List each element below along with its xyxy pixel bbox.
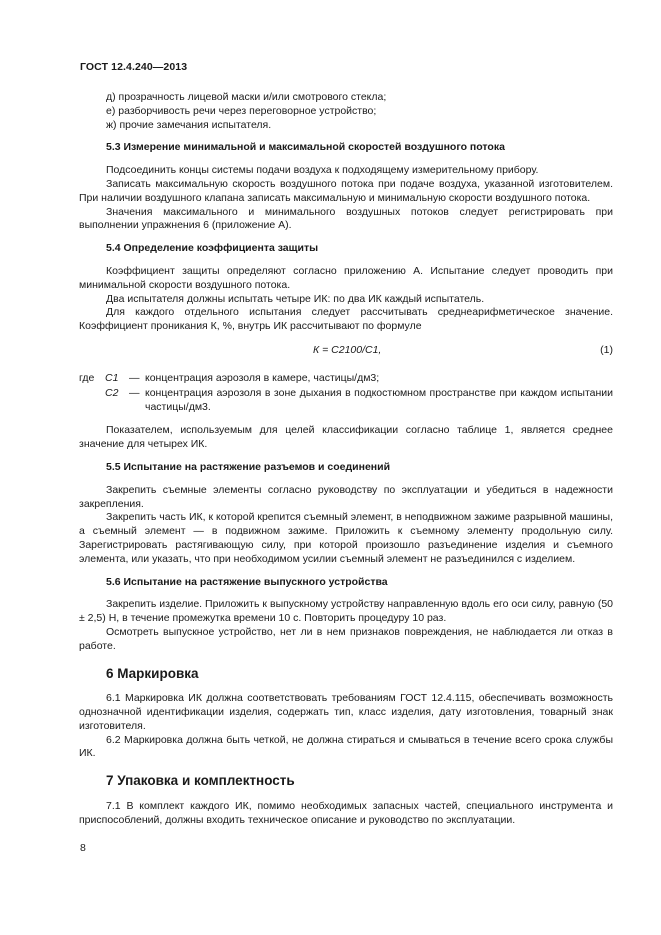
- document-body: [79, 91, 613, 828]
- formula: К = С2100/С1,: [313, 343, 382, 356]
- paragraph: Два испытателя должны испытать четыре ИК: по два ИК каждый испытатель.: [106, 292, 485, 305]
- paragraph: Значения максимального и минимального воздушных потоков следует регистрировать при выполнении упражнения 6 (приложение А).: [79, 205, 613, 232]
- dash: —: [129, 386, 140, 399]
- dash: —: [129, 371, 140, 384]
- paragraph: Подсоединить концы системы подачи воздуха к подходящему измерительному прибору.: [106, 164, 539, 177]
- symbol-c1: С1: [105, 371, 119, 384]
- paragraph: Записать максимальную скорость воздушного потока при подаче воздуха, указанной изготовителем. При наличии воздушного клапана записать максимальную и минимальную скорости воздушного потока.: [79, 177, 613, 204]
- list-item: д) прозрачность лицевой маски и/или смотрового стекла;: [106, 91, 387, 103]
- paragraph: 6.1 Маркировка ИК должна соответствовать требованиям ГОСТ 12.4.115, обеспечивать возможность однозначной идентификации изделия, содержать тип, класс изделия, дату изготовления, товарный знак изготовителя.: [79, 692, 613, 732]
- c1-definition: концентрация аэрозоля в камере, частицы/дм3;: [145, 371, 380, 384]
- page-number: 8: [80, 842, 86, 854]
- paragraph: Коэффициент защиты определяют согласно приложению А. Испытание следует проводить при минимальной скорости воздушного потока.: [79, 264, 613, 291]
- where-label: где: [79, 371, 95, 384]
- paragraph: Осмотреть выпускное устройство, нет ли в нем признаков повреждения, не наблюдается ли отказ в работе.: [79, 625, 613, 652]
- paragraph: Закрепить изделие. Приложить к выпускному устройству направленную вдоль его оси силу, равную (50 ± 2,5) Н, в течение промежутка времени 10 с. Повторить процедуру 10 раз.: [79, 598, 613, 625]
- section-5-3-heading: 5.3 Измерение минимальной и максимальной скоростей воздушного потока: [106, 141, 505, 154]
- section-6-heading: 6 Маркировка: [106, 665, 199, 681]
- paragraph: Показателем, используемым для целей классификации согласно таблице 1, является среднее значение для четырех ИК.: [79, 424, 613, 451]
- section-5-6-heading: 5.6 Испытание на растяжение выпускного устройства: [106, 575, 388, 588]
- c2-definition: концентрация аэрозоля в зоне дыхания в подкостюмном пространстве при каждом испытании частицы/дм3.: [145, 386, 613, 413]
- section-7-heading: 7 Упаковка и комплектность: [106, 773, 295, 789]
- legend-row-c1: [79, 372, 613, 386]
- paragraph: Закрепить часть ИК, к которой крепится съемный элемент, в неподвижном зажиме разрывной машины, а съемный элемент — в подвижном зажиме. Приложить к съемному элементу продольную силу. Зарегистрировать растягивающую силу, при которой произошло разъединение изделия и съемного элемента, или указать, что при необходимом усилии съемный элемент не разъединился с изделием.: [79, 511, 613, 565]
- paragraph: 7.1 В комплект каждого ИК, помимо необходимых запасных частей, специального инструмента и приспособлений, должны входить техническое описание и руководство по эксплуатации.: [79, 800, 613, 826]
- formula-legend: [79, 372, 613, 414]
- section-5-4-heading: 5.4 Определение коэффициента защиты: [106, 242, 319, 255]
- paragraph: Закрепить съемные элементы согласно руководству по эксплуатации и убедиться в надежности закрепления.: [79, 483, 613, 510]
- paragraph: 6.2 Маркировка должна быть четкой, не должна стираться и смываться в течение всего срока службы ИК.: [79, 733, 613, 760]
- formula-number: (1): [600, 343, 613, 356]
- document-header: ГОСТ 12.4.240—2013: [80, 61, 188, 73]
- paragraph: Для каждого отдельного испытания следует рассчитывать среднеарифметическое значение. Коэффициент проникания К, %, внутрь ИК рассчитывают по формуле: [79, 306, 613, 333]
- section-5-5-heading: 5.5 Испытание на растяжение разъемов и соединений: [106, 460, 391, 473]
- list-item: е) разборчивость речи через переговорное устройство;: [106, 104, 377, 117]
- symbol-c2: С2: [105, 386, 119, 399]
- formula-block: [79, 344, 613, 360]
- list-item: ж) прочие замечания испытателя.: [106, 118, 272, 131]
- legend-row-c2: [79, 387, 613, 415]
